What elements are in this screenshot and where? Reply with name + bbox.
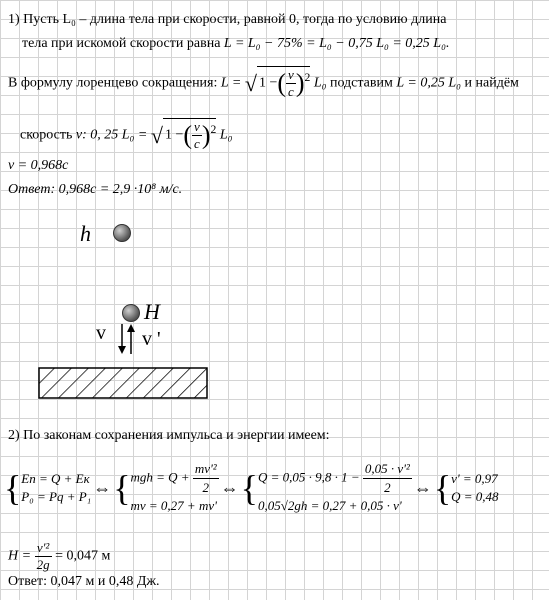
line3-l0: L₀ [313, 75, 327, 91]
line4-v: v: [75, 127, 87, 143]
line3-before: В формулу лоренцево сокращения: [8, 75, 218, 91]
problem1-line1: 1) Пусть L₀ – длина тела при скорости, равной 0, тогда по условию длина [8, 12, 447, 27]
line2-text: тела при искомой скорости равна [22, 36, 221, 51]
line4-one-minus: 1 − [164, 127, 184, 143]
sys3-row2: 0,05√2gh = 0,27 + 0,05 · v' [257, 498, 402, 513]
sys1-row2: P₀ = Pq + P₁ [21, 488, 92, 504]
sys3-row1-lhs: Q = 0,05 · 9,8 · 1 − [257, 469, 360, 485]
label-H: H [144, 299, 160, 324]
answer2: Ответ: 0,047 м и 0,48 Дж. [8, 574, 160, 589]
sys2-row1-den: 2 [202, 480, 209, 495]
sys1-row1: Eп = Q + Eк [21, 470, 90, 486]
line3-sub: L = 0,25 L₀ [396, 75, 461, 91]
ball-bottom [122, 304, 140, 322]
velocity-arrows-icon [112, 322, 142, 356]
answer1-formula: : 0,968c = 2,9 ·10⁸ м/с. [50, 182, 183, 197]
line3-lhs: L = [220, 75, 242, 91]
sys3-row1-num: 0,05 · v'² [363, 460, 412, 479]
sqrt-sign: √ [244, 70, 257, 96]
line3-num: v [288, 67, 294, 82]
answer1 [8, 182, 182, 198]
speed-equation-line: скорость v: 0, 25 L₀ = √ 1 −( $\frac{v}{c}$ )$^2$ L₀ [20, 119, 233, 151]
ball-top [113, 224, 131, 242]
sys2-row2: mv = 0,27 + mv' [130, 498, 217, 513]
line3-one-minus: 1 − [258, 75, 278, 91]
line3-mid: подставим [329, 75, 393, 91]
line2-formula: L = L₀ − 75% = L₀ − 0,75 L₀ = 0,25 L₀. [223, 36, 450, 51]
problem1-line2 [22, 36, 449, 52]
line3-den: c [288, 84, 294, 99]
lorentz-formula-line: В формулу лоренцево сокращения: L = √ 1 −( $\frac{v}{c}$ )$^2$ L₀ подставим L = 0,25 L₀ и найдём [8, 67, 519, 99]
line4-before: скорость [20, 127, 73, 143]
sys3-row1-den: 2 [384, 480, 391, 495]
hatched-plate-icon [38, 367, 208, 399]
H-den: 2g [36, 557, 50, 572]
label-v-prime: v ' [142, 328, 161, 350]
height-result [8, 540, 110, 573]
H-rhs: = 0,047 м [55, 548, 111, 564]
line4-den: c [194, 136, 200, 151]
velocity-result: v = 0,968c [8, 158, 69, 173]
line4-lhs: 0, 25 L₀ = [90, 127, 148, 143]
sys4-row2: Q = 0,48 [451, 488, 499, 504]
answer1-label: Ответ [8, 182, 51, 197]
sys2-row1-num: mv'² [193, 460, 219, 479]
label-v: v [96, 322, 106, 344]
H-num: v'² [35, 540, 52, 557]
problem2-heading: 2) По законам сохранения импульса и энергии имеем: [8, 428, 330, 443]
line4-l0: L₀ [219, 127, 233, 143]
sqrt-sign: √ [150, 122, 163, 148]
line3-sq: 2 [304, 71, 311, 85]
sys2-row1-lhs: mgh = Q + [130, 469, 190, 485]
line4-sq: 2 [210, 123, 217, 137]
sys4-row1: v' = 0,97 [451, 470, 498, 486]
equation-systems: { Eп = Q + Eк P₀ = Pq + P₁ ⇔{ mgh = Q + $\frac{\text{mv'²}}{2}$ mv = 0,27 + mv' ⇔{ Q = 0,05 · 9,8 · 1 − $\frac{\text{0,05 · v'²}}{2}$ 0,05√2gh = 0,27 + 0,05 · v' ⇔{ v' = 0,97 Q = 0,48 [4, 461, 499, 513]
label-h: h [80, 221, 91, 246]
H-lhs: H = [8, 548, 32, 564]
line3-after: и найдём [464, 75, 519, 91]
line4-num: v [194, 119, 200, 134]
